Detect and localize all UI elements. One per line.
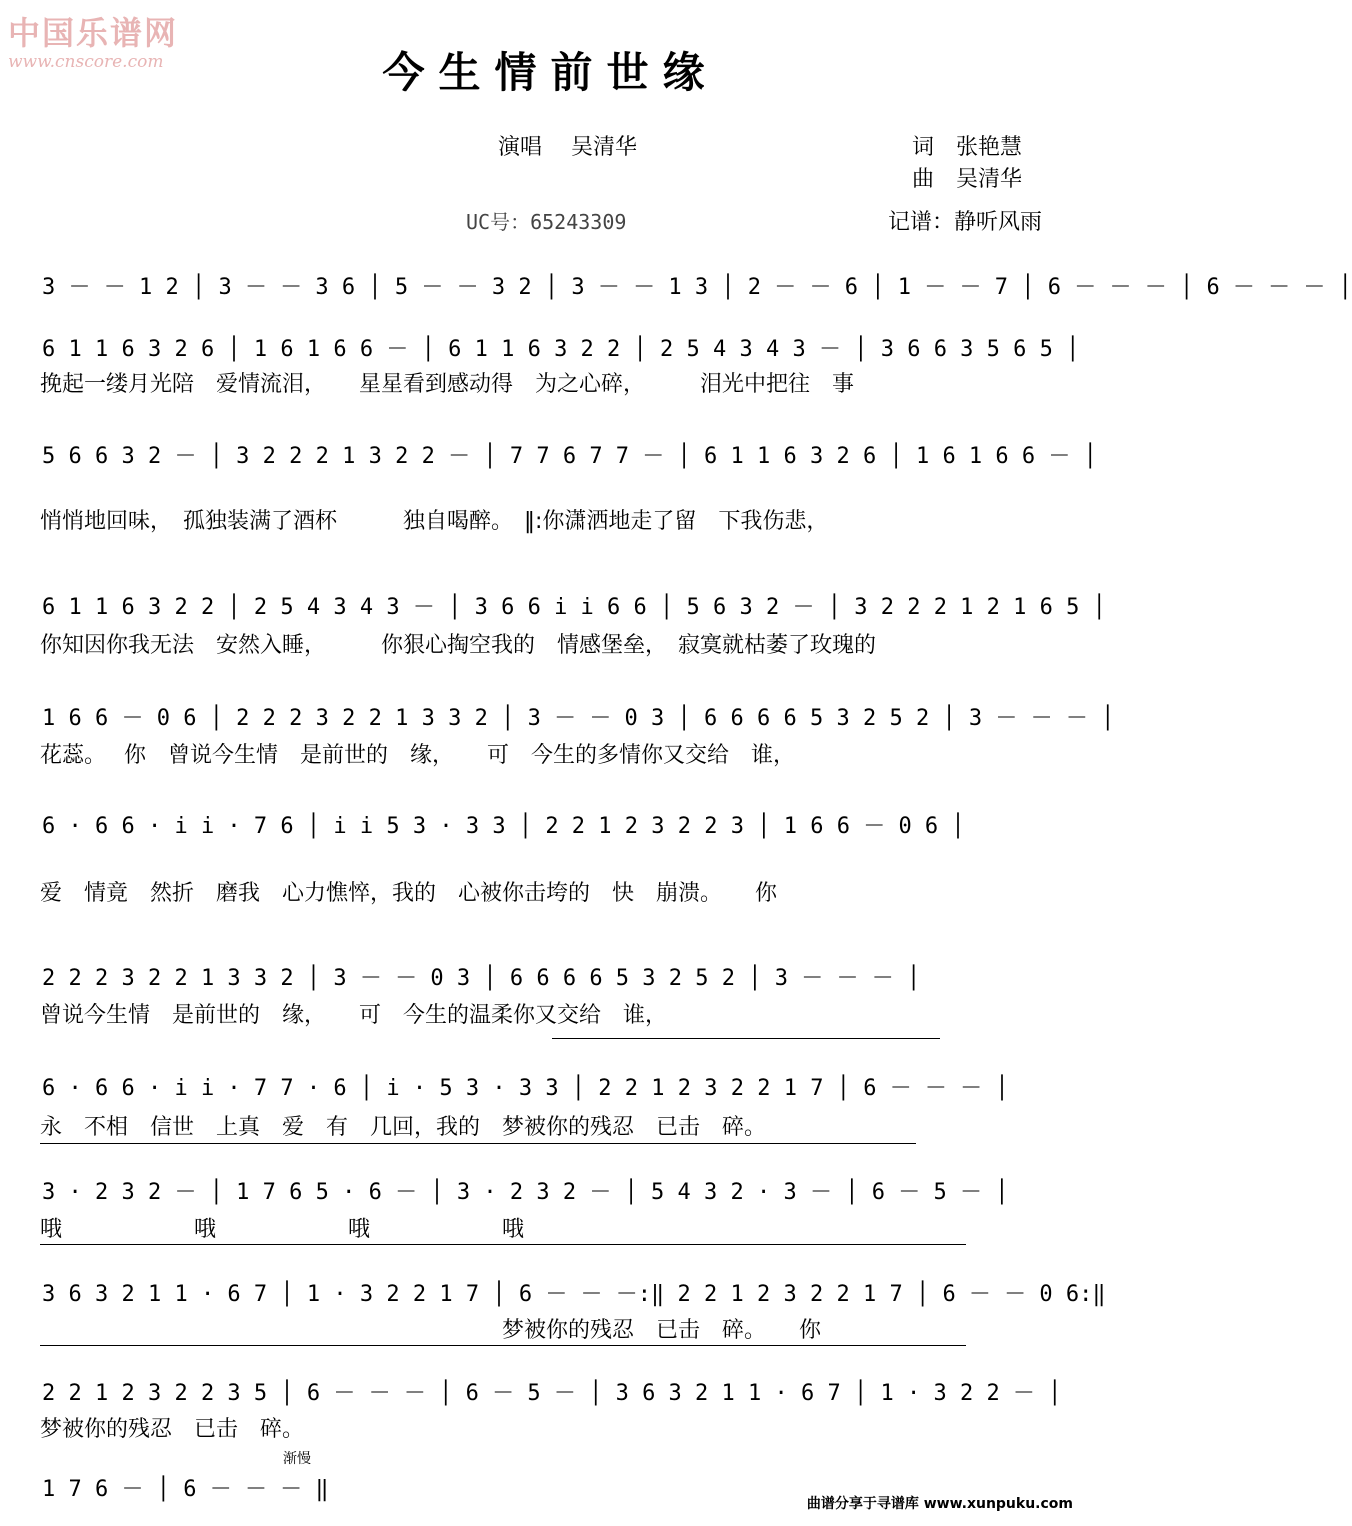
- lyric-row-6: 爱 情竟 然折 磨我 心力憔悴，我的 心被你击垮的 快 崩溃。 你: [40, 881, 778, 906]
- notation-row-6: 6 · 6 6 · i i · 7 6 │ i i 5 3 · 3 3 │ 2 2 1 2 3 2 2 3 │ 1 6 6 － 0 6 │: [42, 814, 965, 839]
- notation-row-9: 3 · 2 3 2 － │ 1 7 6 5 · 6 － │ 3 · 2 3 2 － │ 5 4 3 2 · 3 － │ 6 － 5 － │: [42, 1180, 1009, 1205]
- notation-row-1: 3 － － 1 2 │ 3 － － 3 6 │ 5 － － 3 2 │ 3 － － 1 3 │ 2 － － 6 │ 1 － － 7 │ 6 － － － │ 6 － － － │: [42, 275, 1352, 300]
- transcriber-credit: 记谱：静听风雨: [888, 210, 1043, 235]
- uc-number: UC号：65243309: [466, 210, 627, 234]
- ritardando-mark: 渐慢: [283, 1451, 311, 1467]
- lyric-row-10: 梦被你的残忍 已击 碎。 你: [40, 1318, 822, 1343]
- song-title: 今生情前世缘: [382, 48, 719, 97]
- notation-row-3: 5 6 6 3 2 － │ 3 2 2 2 1 3 2 2 － │ 7 7 6 7 7 － │ 6 1 1 6 3 2 6 │ 1 6 1 6 6 － │: [42, 444, 1097, 469]
- notation-row-10: 3 6 3 2 1 1 · 6 7 │ 1 · 3 2 2 1 7 │ 6 － － －:‖ 2 2 1 2 3 2 2 1 7 │ 6 － － 0 6:‖: [42, 1282, 1106, 1307]
- watermark-logo: 中国乐谱网: [8, 14, 179, 52]
- notation-row-7: 2 2 2 3 2 2 1 3 3 2 │ 3 － － 0 3 │ 6 6 6 6 5 3 2 5 2 │ 3 － － － │: [42, 966, 921, 991]
- lyric-row-7: 曾说今生情 是前世的 缘， 可 今生的温柔你又交给 谁，: [40, 1003, 668, 1028]
- lyric-row-9: 哦 哦 哦 哦: [40, 1217, 525, 1242]
- lyric-row-3: 悄悄地回味， 孤独装满了酒杯 独自喝醉。 ‖:你潇洒地走了留 下我伤悲，: [40, 509, 829, 534]
- lyric-row-8: 永 不相 信世 上真 爱 有 几回，我的 梦被你的残忍 已击 碎。: [40, 1115, 767, 1140]
- ending-bracket-line: [552, 1038, 940, 1039]
- lyric-row-2: 挽起一缕月光陪 爱情流泪， 星星看到感动得 为之心碎， 泪光中把往 事: [40, 372, 855, 397]
- notation-row-5: 1 6 6 － 0 6 │ 2 2 2 3 2 2 1 3 3 2 │ 3 － － 0 3 │ 6 6 6 6 5 3 2 5 2 │ 3 － － － │: [42, 706, 1115, 731]
- notation-row-4: 6 1 1 6 3 2 2 │ 2 5 4 3 4 3 － │ 3 6 6 i i 6 6 │ 5 6 3 2 － │ 3 2 2 2 1 2 1 6 5 │: [42, 595, 1106, 620]
- section-divider: [40, 1345, 966, 1346]
- lyric-row-11: 梦被你的残忍 已击 碎。: [40, 1417, 305, 1442]
- section-divider: [40, 1244, 966, 1245]
- lyric-row-5: 花蕊。 你 曾说今生情 是前世的 缘， 可 今生的多情你又交给 谁，: [40, 743, 795, 768]
- footer-credit: 曲谱分享于寻谱库 www.xunpuku.com: [806, 1496, 1073, 1512]
- composer-credit: 曲 吴清华: [912, 167, 1023, 192]
- lyric-row-4: 你知因你我无法 安然入睡， 你狠心掏空我的 情感堡垒， 寂寞就枯萎了玫瑰的: [40, 633, 877, 658]
- lyricist-credit: 词 张艳慧: [912, 135, 1023, 160]
- notation-row-2: 6 1 1 6 3 2 6 │ 1 6 1 6 6 － │ 6 1 1 6 3 2 2 │ 2 5 4 3 4 3 － │ 3 6 6 3 5 6 5 │: [42, 337, 1080, 362]
- section-divider: [40, 1143, 916, 1144]
- singer-credit: 演唱 吴清华: [498, 135, 637, 160]
- notation-row-8: 6 · 6 6 · i i · 7 7 · 6 │ i · 5 3 · 3 3 │ 2 2 1 2 3 2 2 1 7 │ 6 － － － │: [42, 1076, 1009, 1101]
- watermark-url: www.cnscore.com: [8, 52, 164, 72]
- notation-row-11: 2 2 1 2 3 2 2 3 5 │ 6 － － － │ 6 － 5 － │ 3 6 3 2 1 1 · 6 7 │ 1 · 3 2 2 － │: [42, 1381, 1062, 1406]
- notation-row-12: 1 7 6 － │ 6 － － － ‖: [42, 1477, 329, 1502]
